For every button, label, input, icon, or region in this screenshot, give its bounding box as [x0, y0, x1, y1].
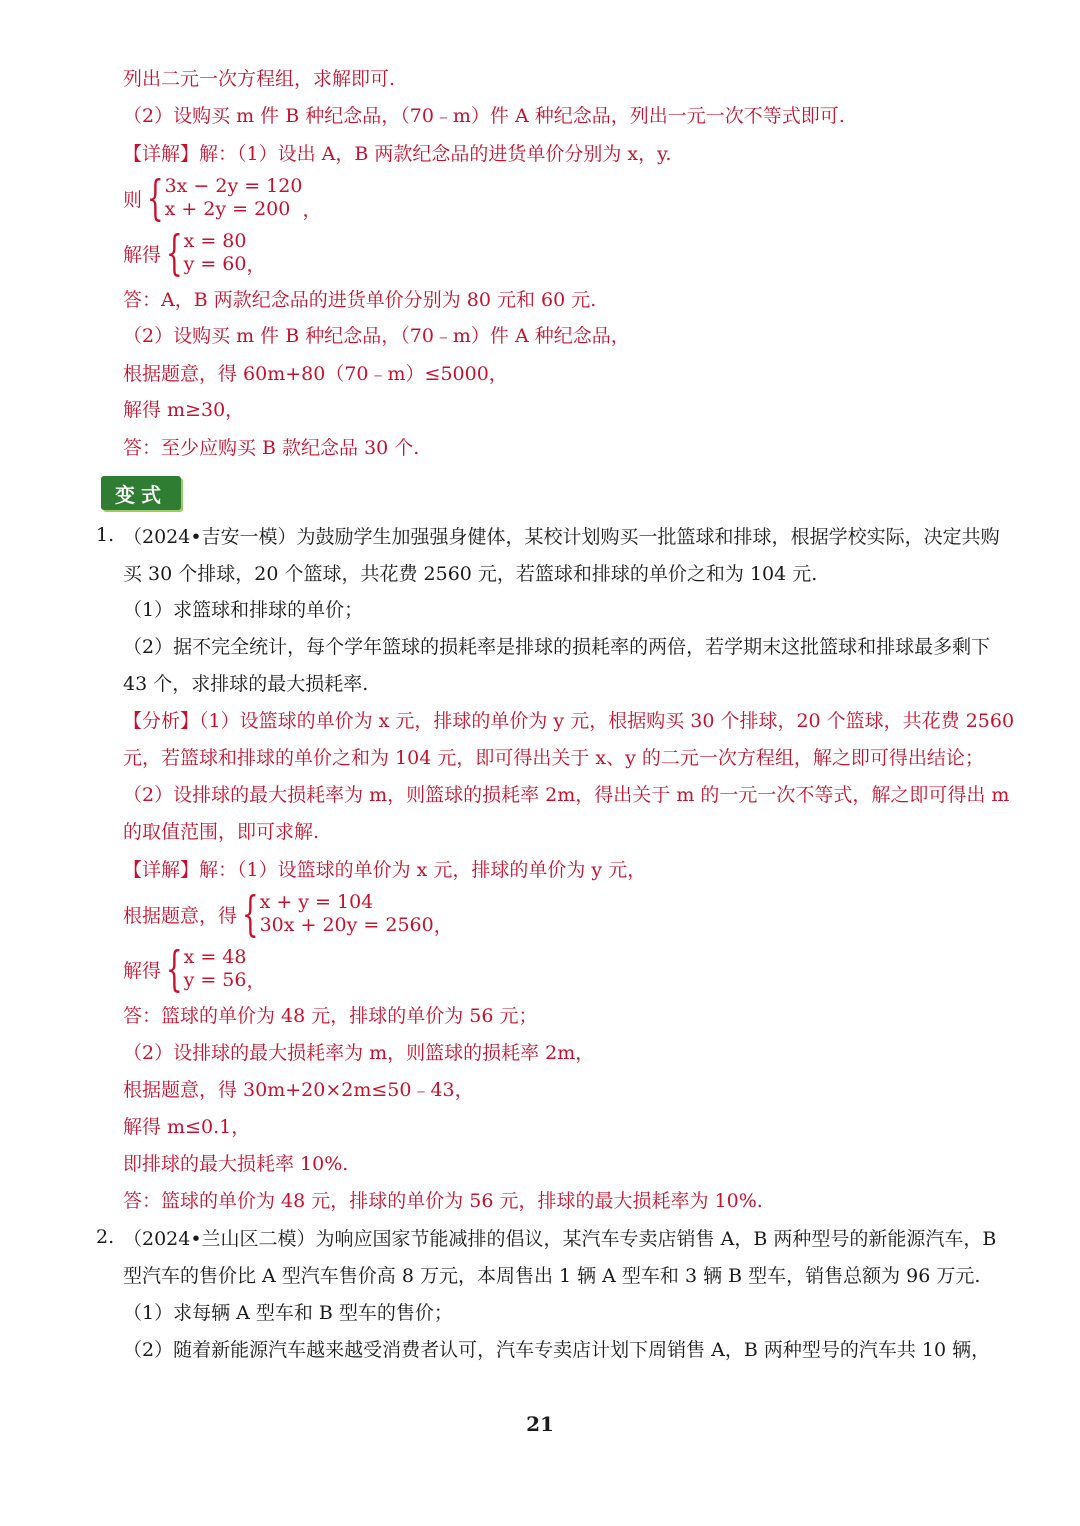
equation-solution	[123, 225, 266, 281]
detail-line: 解得 m≤0.1，	[123, 1116, 251, 1138]
page-number: 21	[526, 1412, 554, 1436]
equation-system	[123, 170, 322, 226]
equation-label: 解得	[123, 243, 162, 266]
equation: x + y = 104	[259, 891, 374, 913]
example-line: （2）设购买 m 件 B 种纪念品，（70﹣m）件 A 种纪念品，列出一元一次不等式即可.	[123, 105, 845, 127]
equation-label: 解得	[123, 959, 162, 982]
detail-line: 答：篮球的单价为 48 元，排球的单价为 56 元，排球的最大损耗率为 10%.	[123, 1190, 763, 1212]
question-number: 1.	[96, 524, 115, 546]
equation: 30x + 20y = 2560	[259, 914, 434, 936]
example-line: 解得 m≥30，	[123, 399, 245, 421]
detail-line: （2）设排球的最大损耗率为 m，则篮球的损耗率 2m，	[123, 1042, 595, 1064]
equation: x = 80	[183, 230, 247, 252]
equation-tail: ，	[302, 199, 322, 221]
variant-badge: 变式	[101, 476, 181, 510]
equation-tail: ，	[433, 915, 453, 937]
brace-icon: {	[165, 941, 183, 997]
analysis-line: 的取值范围，即可求解.	[123, 821, 320, 843]
equation-label: 则	[123, 188, 143, 211]
detail-line: 答：篮球的单价为 48 元，排球的单价为 56 元；	[123, 1005, 538, 1027]
equation: y = 60	[183, 253, 247, 275]
question-line: （2024•吉安一模）为鼓励学生加强强身健体，某校计划购买一批篮球和排球，根据学校实际，决定共购	[123, 526, 1000, 548]
equation-tail: ，	[246, 254, 266, 276]
brace-icon: {	[165, 225, 183, 281]
example-line: 列出二元一次方程组，求解即可.	[123, 68, 396, 90]
question-number: 2.	[96, 1226, 115, 1248]
equation-label: 根据题意，得	[123, 904, 238, 927]
question-line: 43 个，求排球的最大损耗率.	[123, 673, 369, 695]
detail-line: 根据题意，得 30m+20×2m≤50﹣43，	[123, 1079, 474, 1101]
example-line: 根据题意，得 60m+80（70﹣m）≤5000，	[123, 363, 508, 385]
analysis-line: 元，若篮球和排球的单价之和为 104 元，即可得出关于 x、y 的二元一次方程组，解之即可得出结论；	[123, 747, 984, 769]
question-line: 型汽车的售价比 A 型汽车售价高 8 万元，本周售出 1 辆 A 型车和 3 辆 B 型车，销售总额为 96 万元.	[123, 1265, 981, 1287]
detail-line: 【详解】解：（1）设篮球的单价为 x 元，排球的单价为 y 元，	[123, 859, 647, 881]
analysis-line: （2）设排球的最大损耗率为 m，则篮球的损耗率 2m，得出关于 m 的一元一次不等式，解之即可得出 m	[123, 784, 1010, 806]
question-line: （1）求每辆 A 型车和 B 型车的售价；	[123, 1302, 453, 1324]
equation: y = 56	[183, 969, 247, 991]
equation: x + 2y = 200	[164, 198, 291, 220]
question-line: （2）随着新能源汽车越来越受消费者认可，汽车专卖店计划下周销售 A，B 两种型号的汽车共 10 辆，	[123, 1339, 991, 1361]
example-line: （2）设购买 m 件 B 种纪念品，（70﹣m）件 A 种纪念品，	[123, 325, 630, 347]
analysis-line: 【分析】（1）设篮球的单价为 x 元，排球的单价为 y 元，根据购买 30 个排球，20 个篮球，共花费 2560	[123, 710, 1015, 732]
brace-icon: {	[241, 886, 259, 942]
question-line: （1）求篮球和排球的单价；	[123, 599, 364, 621]
equation-tail: ，	[246, 970, 266, 992]
question-line: （2）据不完全统计，每个学年篮球的损耗率是排球的损耗率的两倍，若学期末这批篮球和排球最多剩下	[123, 636, 991, 658]
equation-system	[123, 886, 453, 942]
detail-line: 即排球的最大损耗率 10%.	[123, 1153, 349, 1175]
equation: x = 48	[183, 946, 247, 968]
question-line: （2024•兰山区二模）为响应国家节能减排的倡议，某汽车专卖店销售 A，B 两种型号的新能源汽车，B	[123, 1228, 997, 1250]
example-line: 答：至少应购买 B 款纪念品 30 个.	[123, 437, 420, 459]
brace-icon: {	[146, 170, 164, 226]
question-line: 买 30 个排球，20 个篮球，共花费 2560 元，若篮球和排球的单价之和为 104 元.	[123, 563, 818, 585]
equation-solution	[123, 941, 266, 997]
example-line: 答：A，B 两款纪念品的进货单价分别为 80 元和 60 元.	[123, 289, 597, 311]
example-detail-heading: 【详解】解：（1）设出 A，B 两款纪念品的进货单价分别为 x，y.	[123, 143, 672, 165]
equation: 3x − 2y = 120	[164, 175, 303, 197]
